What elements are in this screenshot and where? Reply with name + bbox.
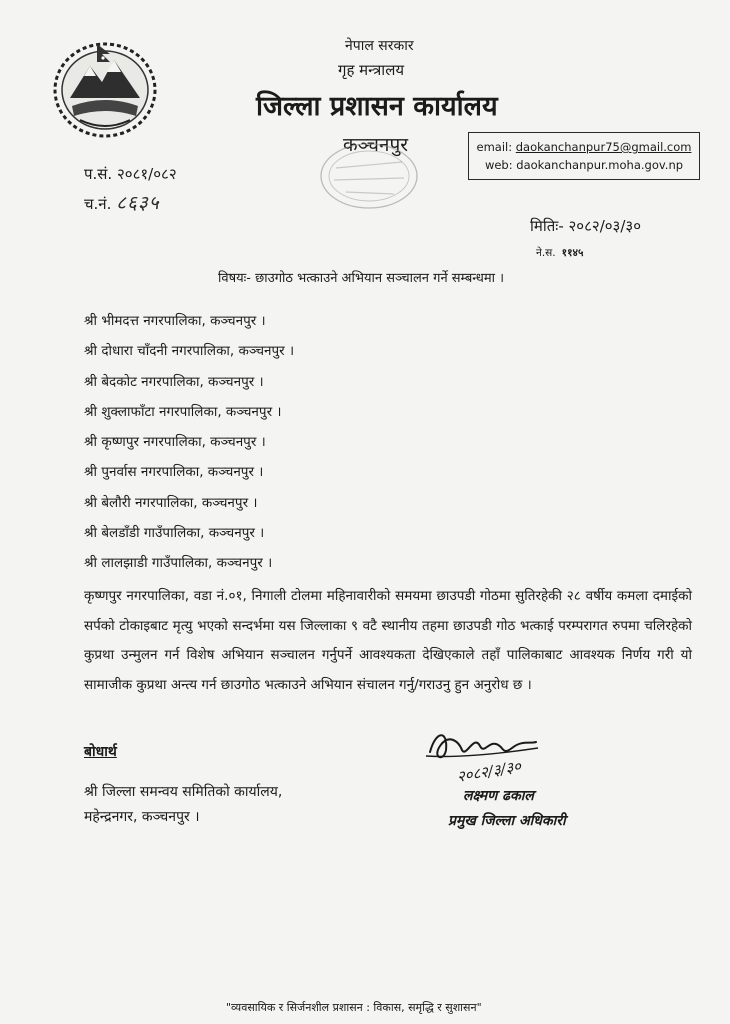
email-label: email: bbox=[476, 140, 516, 154]
ministry-name: गृह मन्त्रालय bbox=[338, 61, 405, 79]
nesa-label: ने.स. bbox=[536, 247, 556, 259]
cc-heading: बोधार्थ bbox=[84, 744, 117, 760]
district-name: कञ्चनपुर bbox=[343, 134, 409, 156]
contact-box bbox=[468, 132, 700, 180]
cc-recipient-line1: श्री जिल्ला समन्वय समितिको कार्यालय, bbox=[84, 784, 283, 800]
patra-sankhya: प.सं. २०८१/०८२ bbox=[84, 165, 177, 183]
recipient-item: श्री बेदकोट नगरपालिका, कञ्चनपुर । bbox=[84, 373, 264, 390]
government-name: नेपाल सरकार bbox=[345, 38, 414, 54]
nesa-value: ११४५ bbox=[561, 247, 584, 259]
recipient-item: श्री शुक्लाफाँटा नगरपालिका, कञ्चनपुर । bbox=[84, 403, 282, 420]
signature-date: २०८२/३/३० bbox=[455, 756, 523, 786]
recipient-item: श्री पुनर्वास नगरपालिका, कञ्चनपुर । bbox=[84, 464, 264, 481]
recipient-item: श्री बेलौरी नगरपालिका, कञ्चनपुर । bbox=[84, 494, 258, 511]
chalani-value: ८६३५ bbox=[116, 192, 160, 214]
chalani-label: च.नं. bbox=[84, 195, 112, 213]
signature-icon bbox=[418, 722, 578, 788]
signatory-title: प्रमुख जिल्ला अधिकारी bbox=[448, 813, 566, 829]
cc-recipient-line2: महेन्द्रनगर, कञ्चनपुर । bbox=[84, 809, 200, 825]
subject-line: विषयः- छाउगोठ भत्काउने अभियान सञ्चालन गर्ने सम्बन्धमा । bbox=[218, 271, 505, 286]
web-row bbox=[469, 156, 699, 174]
recipient-list bbox=[84, 306, 294, 579]
recipient-item: श्री बेलडाँडी गाउँपालिका, कञ्चनपुर । bbox=[84, 525, 265, 542]
chalani-number bbox=[84, 189, 160, 215]
recipient-item: श्री दोधारा चाँदनी नगरपालिका, कञ्चनपुर । bbox=[84, 343, 295, 360]
web-address[interactable]: daokanchanpur.moha.gov.np bbox=[516, 158, 684, 172]
recipient-item: श्री लालझाडी गाउँपालिका, कञ्चनपुर । bbox=[84, 555, 273, 572]
office-name: जिल्ला प्रशासन कार्यालय bbox=[256, 91, 498, 122]
letter-date: मितिः- २०८२/०३/३० bbox=[530, 217, 642, 235]
letter-body: कृष्णपुर नगरपालिका, वडा नं.०१, निगाली टोलमा महिनावारीको समयमा छाउपडी गोठमा सुतिरहेकी २८ वर्षीय कमला दमाईको सर्पको टोकाइबाट मृत्यु भएको सन्दर्भमा यस जिल्लाका ९ वटै स्थानीय तहमा छाउपडी गोठ भत्काई परम्परागत रुपमा चलिरहेको कुप्रथा उन्मुलन गर्न विशेष अभियान सञ्चालन गर्नुपर्ने आवश्यकता देखिएकाले तहाँ पालिकाबाट आवश्यक निर्णय गरी यो सामाजीक कुप्रथा अन्त्य गर्न छाउगोठ भत्काउने अभियान संचालन गर्नु/गराउनु हुन अनुरोध छ । bbox=[84, 588, 692, 693]
nepal-emblem-icon bbox=[50, 36, 160, 140]
web-label: web: bbox=[484, 158, 517, 172]
office-stamp-icon bbox=[316, 140, 422, 212]
nepal-sambat bbox=[536, 246, 583, 260]
email-link[interactable]: daokanchanpur75@gmail.com bbox=[515, 140, 692, 154]
footer-slogan: "व्यवसायिक र सिर्जनशील प्रशासन : विकास, समृद्धि र सुशासन" bbox=[226, 1001, 482, 1014]
recipient-item: श्री भीमदत्त नगरपालिका, कञ्चनपुर । bbox=[84, 313, 266, 329]
signatory-name: लक्ष्मण ढकाल bbox=[463, 788, 534, 804]
recipient-item: श्री कृष्णपुर नगरपालिका, कञ्चनपुर । bbox=[84, 434, 266, 451]
email-row bbox=[469, 138, 699, 156]
